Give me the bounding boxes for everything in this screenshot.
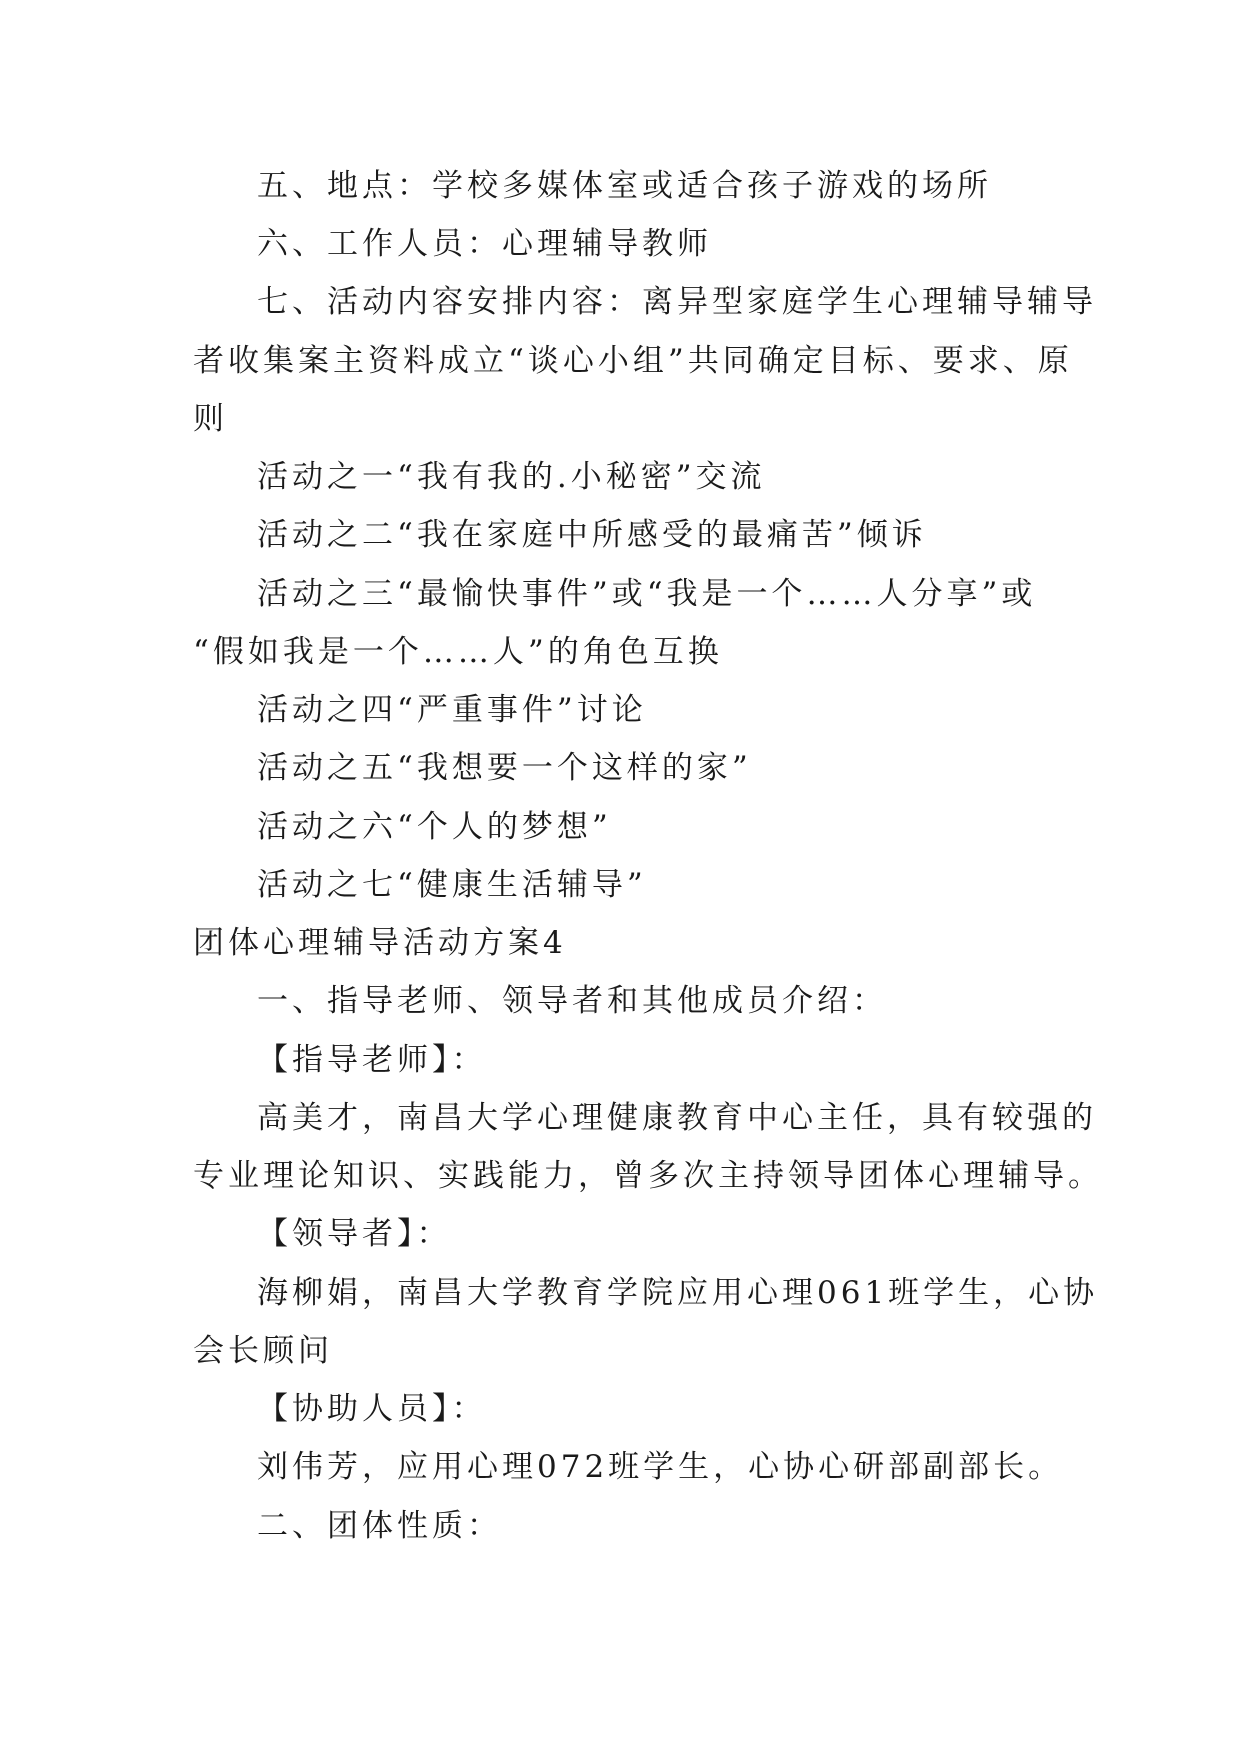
leader-description-continued-line: 会长顾问 [193,1333,333,1369]
section-heading: 团体心理辅导活动方案4 [193,925,567,961]
activity-three-continued-line: “假如我是一个……人”的角色互换 [193,634,723,670]
assistant-description-line: 刘伟芳，应用心理072班学生，心协心研部副部长。 [257,1449,1064,1485]
advisor-description-line: 高美才，南昌大学心理健康教育中心主任，具有较强的 [257,1100,1097,1136]
leader-description-line: 海柳娟，南昌大学教育学院应用心理061班学生，心协 [257,1275,1099,1311]
group-nature-line: 二、团体性质： [257,1508,502,1544]
activity-seven-line: 活动之七“健康生活辅导” [257,867,647,903]
activity-content-end-line: 则 [193,401,228,437]
members-intro-line: 一、指导老师、领导者和其他成员介绍： [257,983,887,1019]
activity-content-line: 七、活动内容安排内容：离异型家庭学生心理辅导辅导 [257,284,1097,320]
activity-six-line: 活动之六“个人的梦想” [257,809,612,845]
activity-three-line: 活动之三“最愉快事件”或“我是一个……人分享”或 [257,576,1037,612]
activity-content-continued-line: 者收集案主资料成立“谈心小组”共同确定目标、要求、原 [193,343,1073,379]
activity-one-line: 活动之一“我有我的.小秘密”交流 [257,459,766,495]
location-line: 五、地点：学校多媒体室或适合孩子游戏的场所 [257,168,992,204]
activity-four-line: 活动之四“严重事件”讨论 [257,692,647,728]
activity-five-line: 活动之五“我想要一个这样的家” [257,750,752,786]
staff-line: 六、工作人员：心理辅导教师 [257,226,712,262]
leader-label: 【领导者】： [257,1216,452,1252]
advisor-description-continued-line: 专业理论知识、实践能力，曾多次主持领导团体心理辅导。 [193,1158,1103,1194]
advisor-label: 【指导老师】： [257,1042,487,1078]
assistant-label: 【协助人员】： [257,1391,487,1427]
activity-two-line: 活动之二“我在家庭中所感受的最痛苦”倾诉 [257,517,927,553]
